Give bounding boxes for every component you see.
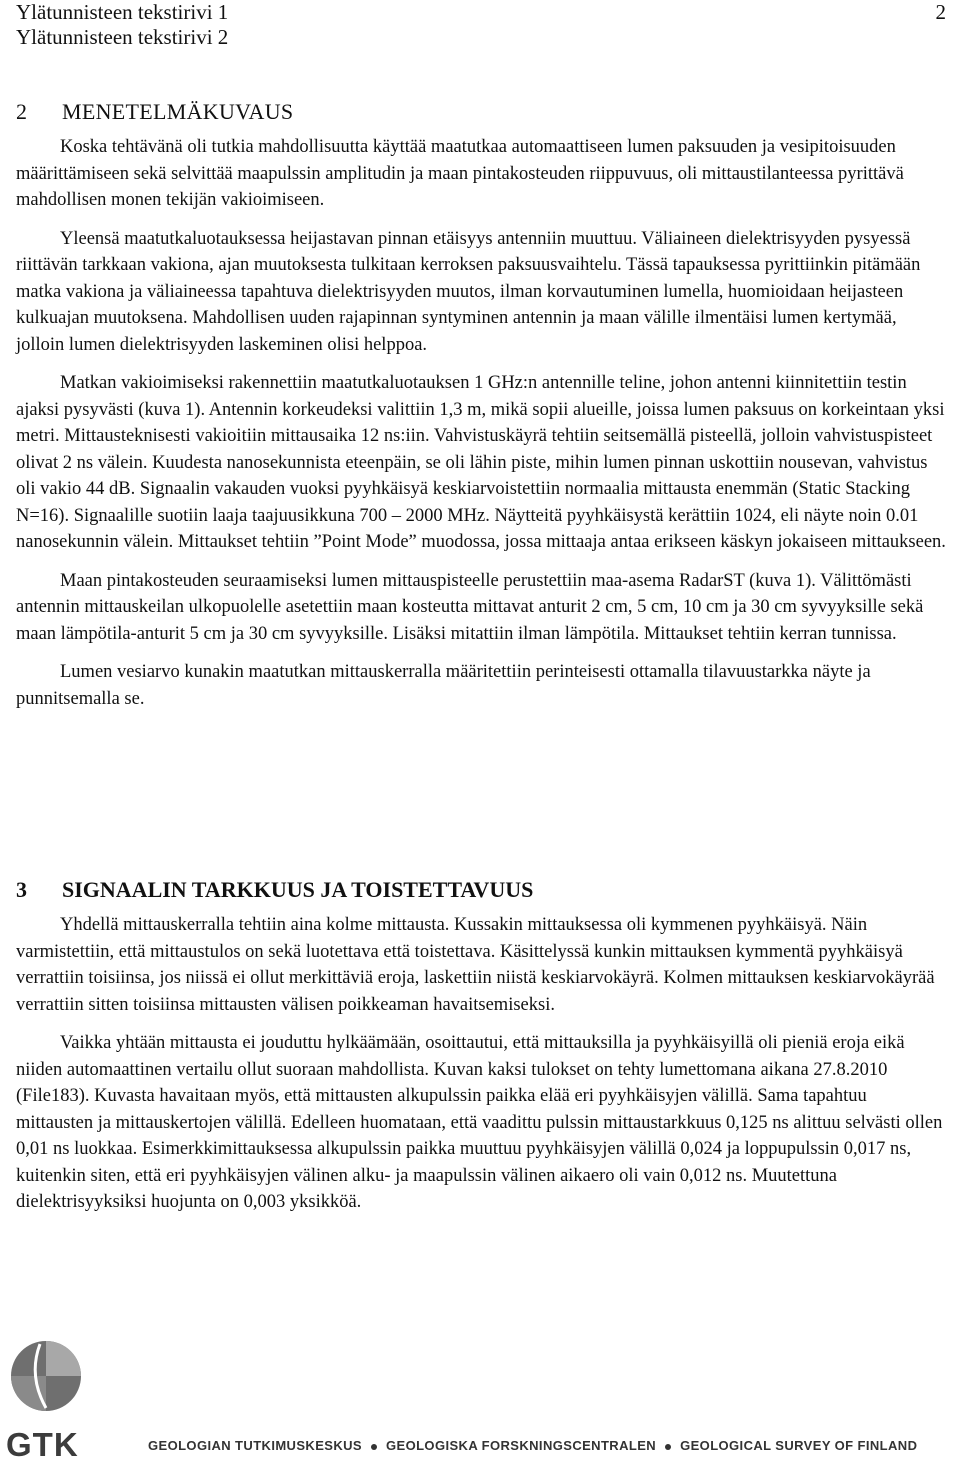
separator-dot: [665, 1444, 671, 1450]
header-line-2: Ylätunnisteen tekstirivi 2: [16, 25, 229, 49]
section-2-paragraph-5: Lumen vesiarvo kunakin maatutkan mittauskerralla määritettiin perinteisesti ottamalla tilavuustarkka näyte ja punnitsemalla se.: [16, 662, 871, 709]
section-3-paragraph-1: Yhdellä mittauskerralla tehtiin aina kolme mittausta. Kussakin mittauksessa oli kymmenen pyyhkäisyä. Näin varmistettiin, että mittaustulos on sekä luotettava että toistettava. Käsittelyssä kunkin mittauksen kymmentä pyyhkäisyä verrattiin toisiinsa, jos niissä ei ollut merkittäviä eroja, laskettiin niistä keskiarvokäyrä. Kolmen mittauksen keskiarvokäyrää verrattiin sitten toisiinsa mittausten välisen poikkeaman havaitsemiseksi.: [16, 915, 935, 1015]
section-3-paragraph-2: Vaikka yhtään mittausta ei jouduttu hylkäämään, osoittautui, että mittauksilla ja pyyhkäisyillä oli pieniä eroja eikä niiden automaattinen vertailu ollut suoraan mahdollista. Kuvan kaksi tulokset on tehty lumettomana aikana 27.8.2010 (File183). Kuvasta havaitaan myös, että mittausten alkupulssin paikka elää eri pyyhkäisyjen välillä. Sama tapahtuu mittausten ja mittauskertojen välillä. Edelleen huomataan, että vaadittu pulssin mittaustarkkuus 0,125 ns alittuu selvästi ollen 0,01 ns luokkaa. Esimerkkimittauksessa alkupulssin paikka muuttuu pyyhkäisyjen välillä 0,024 ja loppupulssin 0,017 ns, kuitenkin siten, että eri pyyhkäisyjen välinen alku- ja maapulssin välinen aikaero oli vain 0,012 ns. Muutettuna dielektrisyyksiksi huojunta on 0,003 yksikköä.: [16, 1033, 943, 1212]
org-name-sv: GEOLOGISKA FORSKNINGSCENTRALEN: [386, 1438, 657, 1453]
page-number: 2: [935, 0, 946, 24]
logo-text: GTK: [6, 1426, 79, 1463]
section-3-number: 3: [16, 877, 27, 902]
org-name-en: GEOLOGICAL SURVEY OF FINLAND: [680, 1438, 918, 1453]
organization-names: [148, 1438, 917, 1453]
section-2: [16, 98, 946, 724]
gtk-logo-icon: [10, 1340, 82, 1412]
section-3: [16, 876, 946, 1228]
page-header: [16, 0, 946, 50]
header-line-1: Ylätunnisteen tekstirivi 1: [16, 0, 229, 24]
section-2-title: MENETELMÄKUVAUS: [62, 99, 294, 124]
separator-dot: [371, 1444, 377, 1450]
section-2-paragraph-2: Yleensä maatutkaluotauksessa heijastavan pinnan etäisyys antenniin muuttuu. Väliaineen dielektrisyyden pysyessä riittävän tarkkaan vakiona, ajan muutoksesta tulkitaan kerroksen paksuusvaihtelu. Tässä tapauksessa pyrittiinkin pitämään matka vakiona ja väliaineessa tapahtuva dielektrisyyden muutos, ilman korvautuminen lumella, huomioidaan heijasteen kulkuajan muutoksena. Mahdollisen uuden rajapinnan syntyminen antennin ja maan välille ilmentäisi lumen kertymää, jolloin lumen dielektrisyyden laskeminen olisi helppoa.: [16, 228, 921, 355]
page-footer: [0, 1332, 960, 1464]
section-3-title: SIGNAALIN TARKKUUS JA TOISTETTAVUUS: [62, 877, 534, 902]
section-2-paragraph-4: Maan pintakosteuden seuraamiseksi lumen mittauspisteelle perustettiin maa-asema RadarST (kuva 1). Välittömästi antennin mittauskeilan ulkopuolelle asetettiin maan kosteutta mittavat anturit 2 cm, 5 cm, 10 cm ja 30 cm syvyyksille sekä maan lämpötila-anturit 5 cm ja 30 cm syvyyksille. Lisäksi mitattiin ilman lämpötila. Mittaukset tehtiin kerran tunnissa.: [16, 570, 924, 644]
section-2-number: 2: [16, 99, 28, 124]
org-name-fi: GEOLOGIAN TUTKIMUSKESKUS: [148, 1438, 362, 1453]
section-3-heading: [16, 876, 946, 904]
section-2-heading: [16, 98, 946, 126]
section-2-paragraph-1: Koska tehtävänä oli tutkia mahdollisuutta käyttää maatutkaa automaattiseen lumen paksuuden ja vesipitoisuuden määrittämiseen sekä selvittää maapulssin amplitudin ja maan pintakosteuden riippuvuus, oli mittaustilanteessa pyrittävä mahdollisen monen tekijän vakioimiseen.: [16, 137, 904, 210]
section-2-paragraph-3: Matkan vakioimiseksi rakennettiin maatutkaluotauksen 1 GHz:n antennille teline, johon antenni kiinnitettiin testin ajaksi pysyvästi (kuva 1). Antennin korkeudeksi valittiin 1,3 m, mikä sopii alueille, joissa lumen paksuus on korkeintaan yksi metri. Mittausteknisesti vakioitiin mittausaika 12 ns:iin. Vahvistuskäyrä tehtiin seitsemällä pisteellä, jolloin vahvistuspisteet olivat 2 ns välein. Kuudesta nanosekunnista eteenpäin, se oli lähin piste, mihin lumen pinnan uskottiin nousevan, vahvistus oli vakio 44 dB. Signaalin vakauden vuoksi pyyhkäisyä keskiarvoistettiin normaalia mittausta enemmän (Static Stacking N=16). Signaalille suotiin laaja taajuusikkuna 700 – 2000 MHz. Näytteitä pyyhkäisystä kerättiin 1024, eli näyte noin 0.01 nanosekunnin välein. Mittaukset tehtiin ”Point Mode” muodossa, jossa mittaaja antaa erikseen käskyn jokaiseen mittaukseen.: [16, 373, 946, 552]
